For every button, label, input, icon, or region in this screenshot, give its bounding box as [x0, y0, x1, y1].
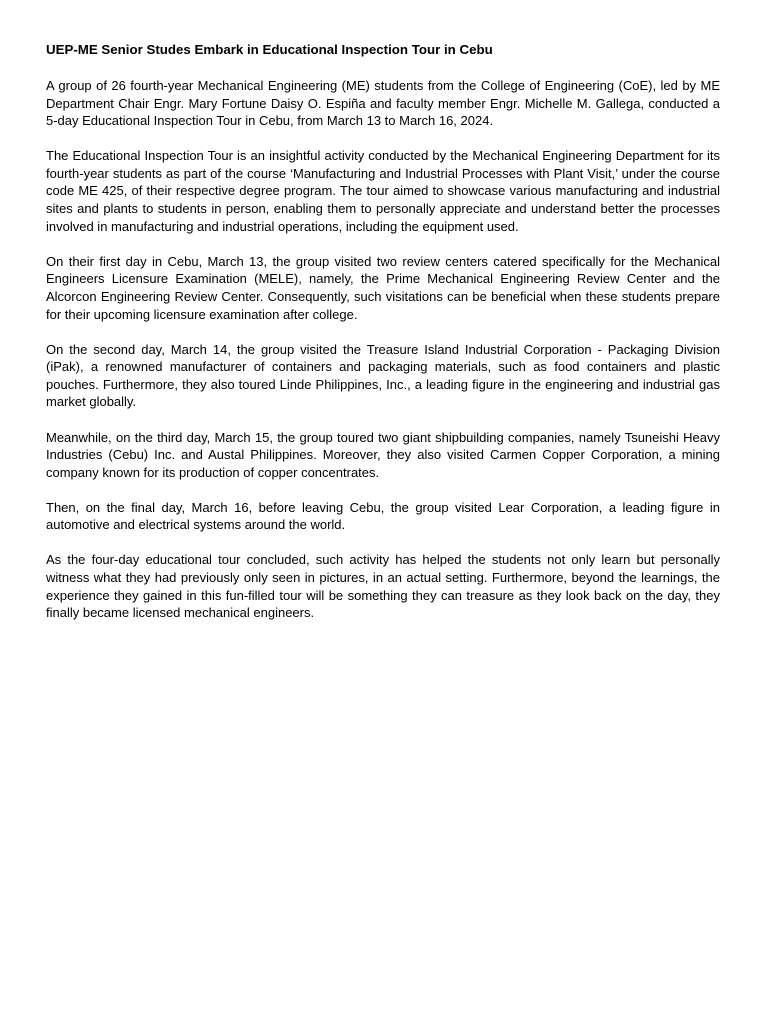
paragraph-intro: A group of 26 fourth-year Mechanical Engineering (ME) students from the College of Engineering (CoE), led by ME Department Chair Engr. Mary Fortune Daisy O. Espiña and faculty member Engr. Michelle M. Gallega, conducted a 5-day Educational Inspection Tour in Cebu, from March 13 to March 16, 2024.: [46, 78, 720, 129]
paragraph-day-two: On the second day, March 14, the group visited the Treasure Island Industrial Corporation - Packaging Division (iPak), a renowned manufacturer of containers and packaging materials, such as food containers and plastic pouches. Furthermore, they also toured Linde Philippines, Inc., a leading figure in the engineering and industrial gas market globally.: [46, 341, 720, 410]
paragraph-day-one: On their first day in Cebu, March 13, the group visited two review centers catered specifically for the Mechanical Engineers Licensure Examination (MELE), namely, the Prime Mechanical Engineering Review Center and the Alcorcon Engineering Review Center. Consequently, such visitations can be beneficial when these students prepare for their upcoming licensure examination after college.: [46, 253, 720, 322]
paragraph-conclusion: As the four-day educational tour concluded, such activity has helped the students not only learn but personally witness what they had previously only seen in pictures, in an actual setting. Furthermore, beyond the learnings, the experience they gained in this fun-filled tour will be something they can treasure as they look back on the day, they finally became licensed mechanical engineers.: [46, 552, 720, 621]
paragraph-tour-description: The Educational Inspection Tour is an insightful activity conducted by the Mechanical Engineering Department for its fourth-year students as part of the course ‘Manufacturing and Industrial Processes with Plant Visit,’ under the course code ME 425, of their respective degree program. The tour aimed to showcase various manufacturing and industrial sites and plants to students in person, enabling them to personally appreciate and understand better the processes involved in manufacturing and industrial operations, including the equipment used.: [46, 148, 720, 234]
paragraph-final-day: Then, on the final day, March 16, before leaving Cebu, the group visited Lear Corporation, a leading figure in automotive and electrical systems around the world.: [46, 499, 720, 533]
document-page: [46, 40, 720, 639]
paragraph-day-three: Meanwhile, on the third day, March 15, the group toured two giant shipbuilding companies, namely Tsuneishi Heavy Industries (Cebu) Inc. and Austal Philippines. Moreover, they also visited Carmen Copper Corporation, a mining company known for its production of copper concentrates.: [46, 429, 720, 480]
article-title: UEP-ME Senior Studes Embark in Educational Inspection Tour in Cebu: [46, 42, 493, 57]
